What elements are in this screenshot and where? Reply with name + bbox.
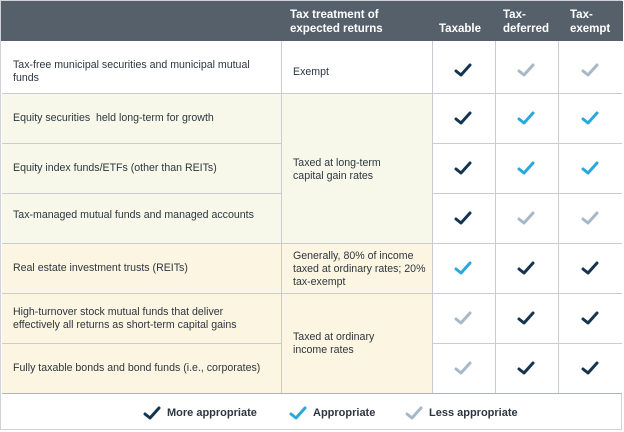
divider: [495, 41, 496, 393]
check-more-icon: [581, 360, 599, 376]
treatment-ordinary: Taxed at ordinary income rates: [293, 331, 375, 356]
check-less-icon: [454, 360, 472, 376]
check-more-icon: [517, 260, 535, 276]
row-label: Tax-managed mutual funds and managed accounts: [13, 209, 254, 221]
divider: [558, 41, 559, 393]
row-label: Equity securities held long-term for growth: [13, 112, 214, 124]
row-label: High-turnover stock mutual funds that deliver effectively all returns as short-term capital gains: [13, 306, 237, 331]
divider: [2, 343, 282, 344]
treatment-exempt: Exempt: [293, 66, 329, 78]
check-less-icon: [454, 310, 472, 326]
check-appropriate-icon: [517, 160, 535, 176]
check-less-icon: [581, 210, 599, 226]
check-more-icon: [517, 360, 535, 376]
divider: [432, 343, 622, 344]
treatment-reits: Generally, 80% of income taxed at ordinary rates; 20% tax-exempt: [293, 250, 426, 288]
header-tax-exempt: Tax-exempt: [570, 9, 611, 35]
header-taxable: Taxable: [439, 23, 481, 35]
treatment-long-term: Taxed at long-term capital gain rates: [293, 157, 381, 182]
row-label: Tax-free municipal securities and municipal mutual funds: [13, 59, 250, 84]
check-less-icon: [517, 210, 535, 226]
divider: [432, 143, 622, 144]
check-more-icon: [454, 110, 472, 126]
check-appropriate-icon: [581, 160, 599, 176]
divider: [432, 193, 622, 194]
check-appropriate-icon: [454, 260, 472, 276]
check-icon: [405, 405, 423, 421]
row-label: Equity index funds/ETFs (other than REITs): [13, 162, 217, 174]
divider: [432, 41, 433, 393]
legend-label: Less appropriate: [429, 407, 518, 419]
table-header: [1, 1, 623, 41]
divider: [2, 293, 622, 294]
check-more-icon: [454, 62, 472, 78]
check-appropriate-icon: [517, 110, 535, 126]
divider: [2, 143, 282, 144]
legend-label: More appropriate: [167, 407, 257, 419]
check-more-icon: [454, 160, 472, 176]
header-tax-deferred: Tax-deferred: [503, 9, 550, 35]
check-more-icon: [517, 310, 535, 326]
check-more-icon: [581, 260, 599, 276]
divider: [2, 93, 622, 94]
legend: [1, 395, 621, 431]
row-label: Real estate investment trusts (REITs): [13, 262, 188, 274]
check-more-icon: [454, 210, 472, 226]
check-icon: [143, 405, 161, 421]
row-label: Fully taxable bonds and bond funds (i.e., corporates): [13, 362, 261, 374]
header-treatment: Tax treatment of expected returns: [290, 9, 383, 35]
check-less-icon: [517, 62, 535, 78]
check-appropriate-icon: [581, 110, 599, 126]
divider: [2, 243, 622, 244]
divider: [2, 393, 622, 394]
legend-label: Appropriate: [313, 407, 376, 419]
check-icon: [289, 405, 307, 421]
divider: [281, 41, 282, 393]
check-more-icon: [581, 310, 599, 326]
check-less-icon: [581, 62, 599, 78]
divider: [2, 193, 282, 194]
